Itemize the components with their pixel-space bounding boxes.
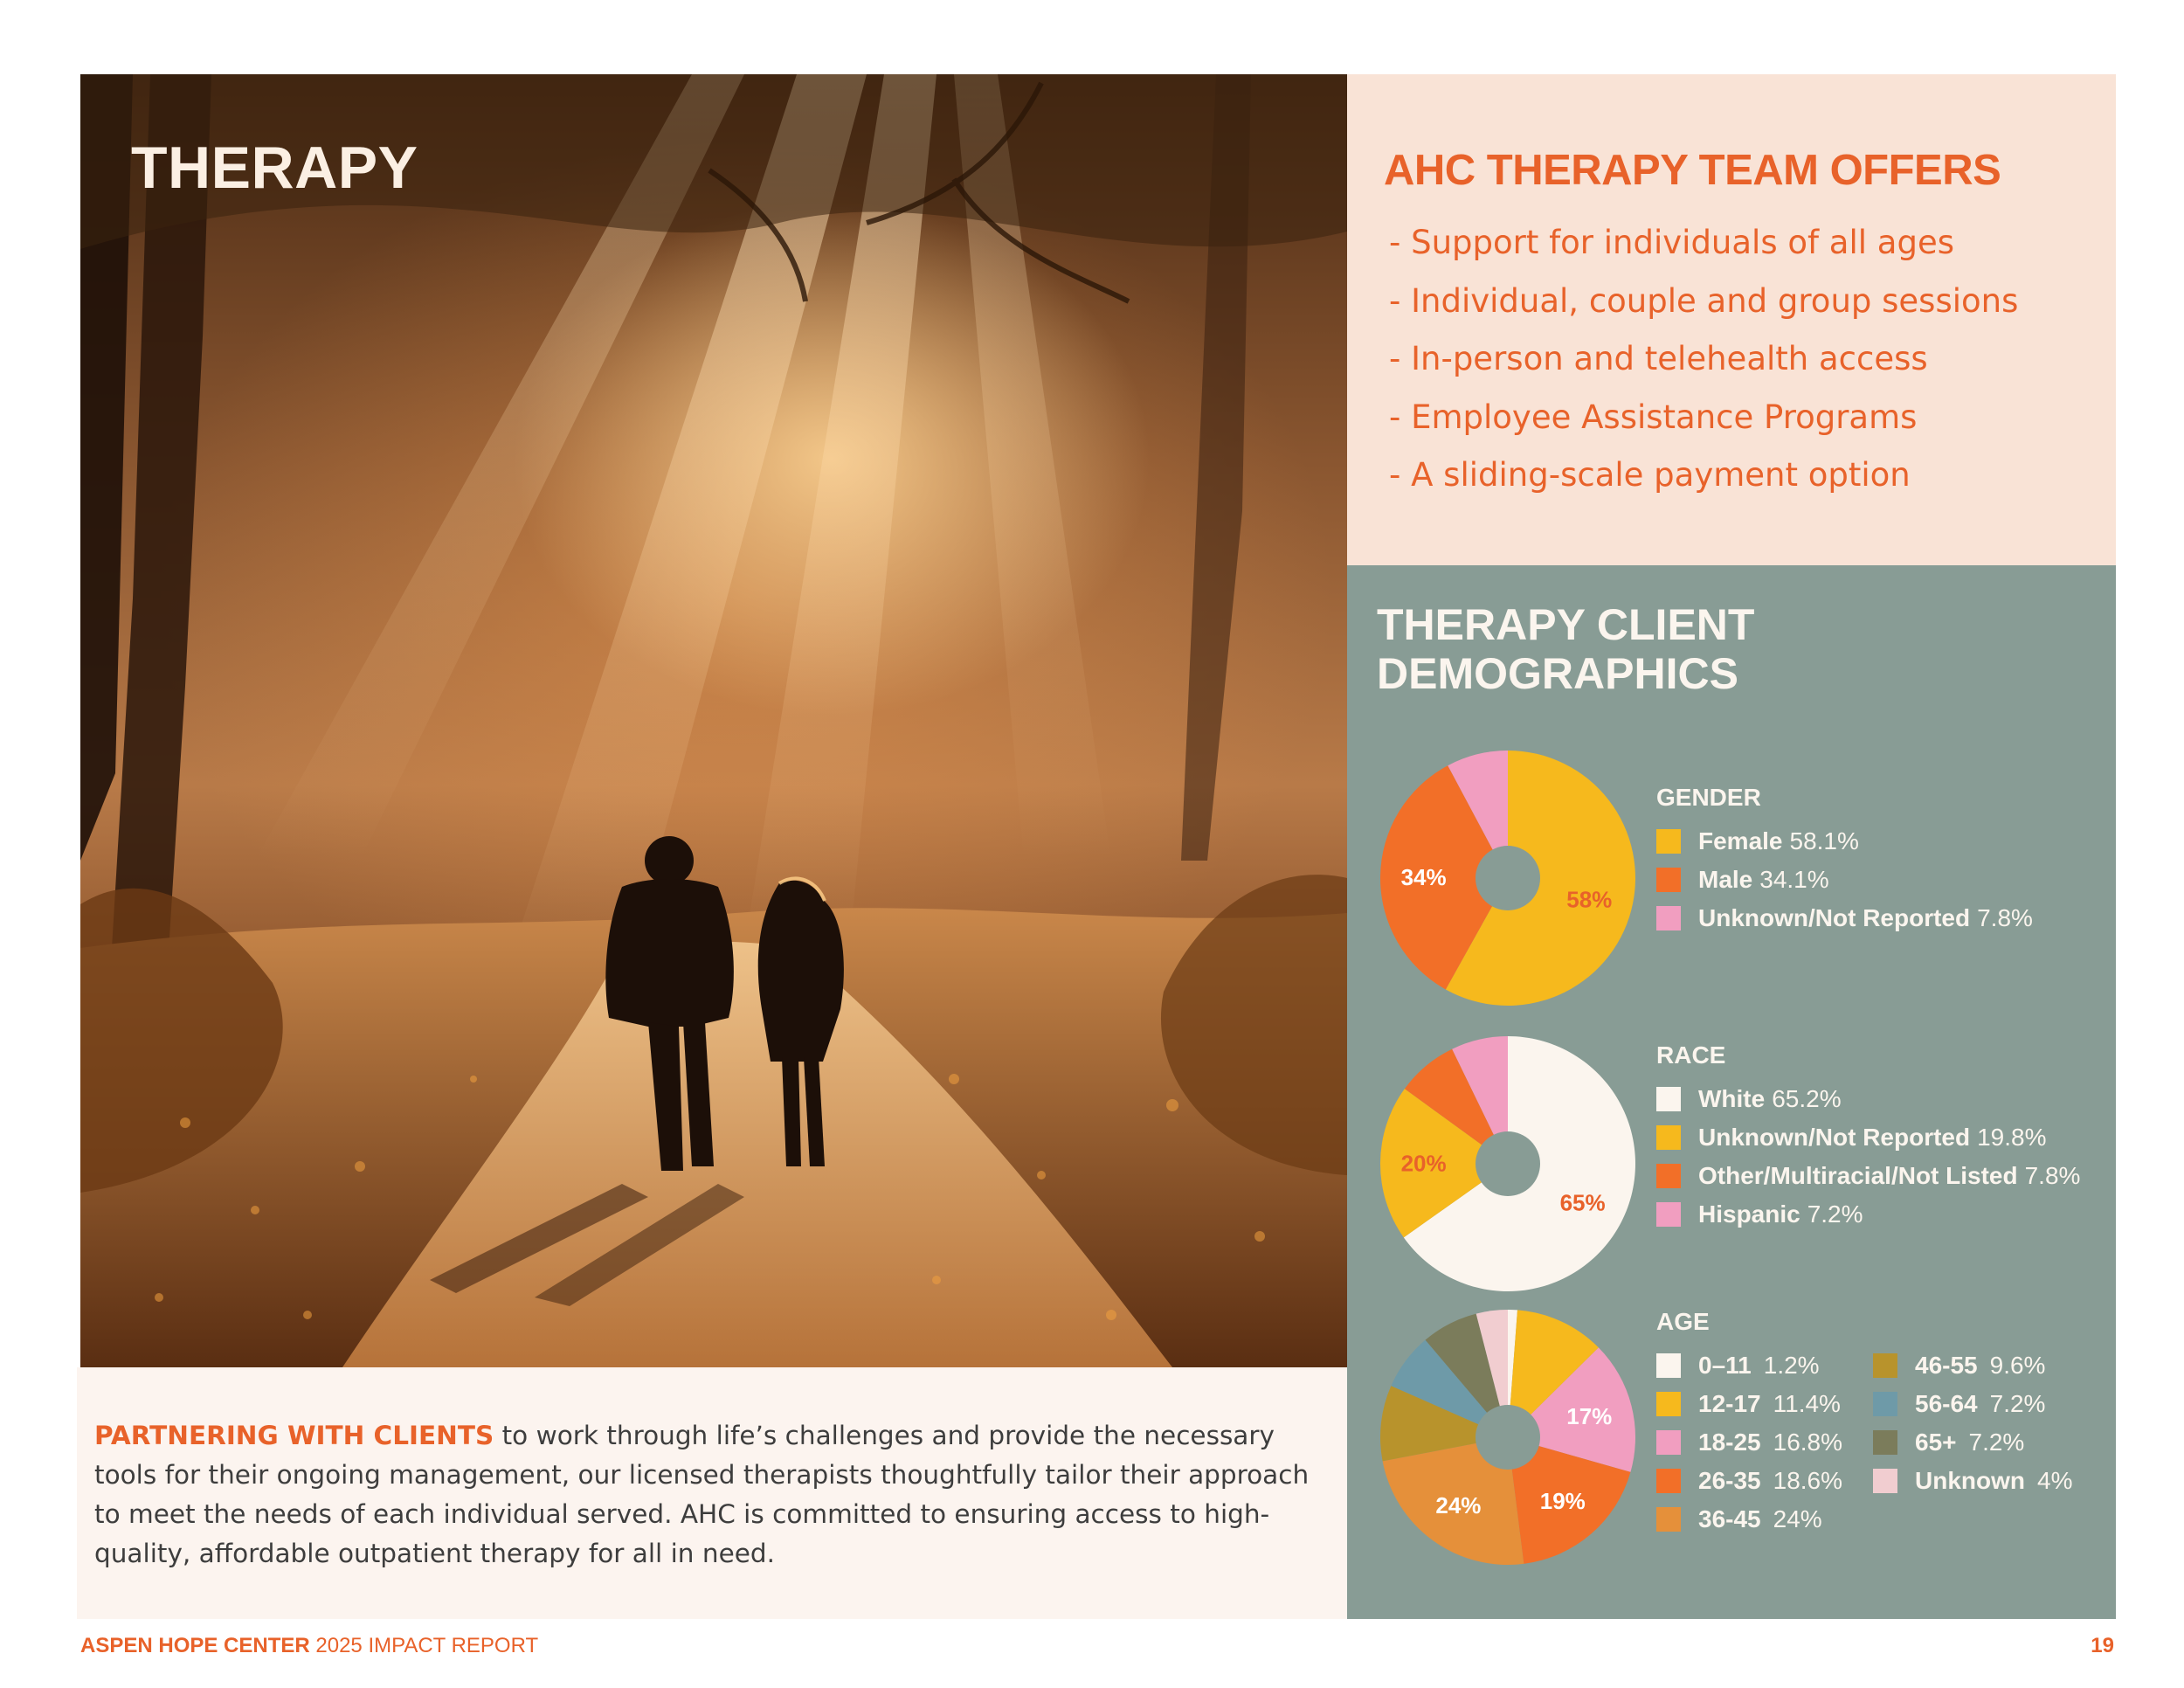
legend-label: Unknown/Not Reported xyxy=(1698,1124,1971,1151)
legend-swatch xyxy=(1656,868,1681,892)
legend-row xyxy=(1656,1385,1873,1423)
offers-item: - Support for individuals of all ages xyxy=(1389,224,1954,261)
footer-report: 2025 IMPACT REPORT xyxy=(309,1634,539,1657)
legend-label: 0–11 xyxy=(1698,1352,1752,1379)
legend-value: 9.6% xyxy=(1989,1352,2046,1379)
demographics-title xyxy=(1377,600,1754,698)
legend-value: 65.2% xyxy=(1772,1085,1842,1112)
demographics-title-line2: DEMOGRAPHICS xyxy=(1377,649,1738,698)
legend-swatch xyxy=(1873,1430,1897,1455)
pie-data-label: 65% xyxy=(1559,1189,1606,1216)
offers-panel xyxy=(1347,74,2116,565)
footer-org: ASPEN HOPE CENTER xyxy=(80,1634,310,1657)
legend-row xyxy=(1656,1157,2080,1195)
race-legend-title: RACE xyxy=(1656,1041,1726,1069)
legend-row xyxy=(1873,1462,2073,1500)
intro-body: to work through life’s challenges and provide the necessary tools for their ongoing management, our licensed therapists thoughtfully tailor their approach to meet the needs of each individual served. AHC is committed to ensuring access to high-quality, affordable outpatient therapy for all in need. xyxy=(94,1421,1310,1568)
pie-data-label: 58% xyxy=(1566,886,1613,913)
legend-row xyxy=(1656,1080,2080,1118)
legend-label: Hispanic xyxy=(1698,1200,1800,1228)
intro-panel xyxy=(77,1367,1347,1619)
legend-value: 4% xyxy=(2037,1467,2073,1494)
legend-value: 7.2% xyxy=(1968,1429,2025,1456)
age-legend xyxy=(1656,1308,2073,1539)
legend-label: 65+ xyxy=(1915,1429,1957,1456)
gender-legend xyxy=(1656,784,2033,937)
age-pie-chart xyxy=(1377,1306,1639,1568)
gender-legend-title: GENDER xyxy=(1656,784,1761,811)
legend-swatch xyxy=(1656,829,1681,854)
page-number: 19 xyxy=(2091,1634,2114,1657)
legend-row xyxy=(1656,822,2033,861)
legend-label: 18-25 xyxy=(1698,1429,1761,1456)
legend-row xyxy=(1873,1385,2065,1423)
offers-item: - In-person and telehealth access xyxy=(1389,340,1928,377)
pie-data-label: 34% xyxy=(1400,864,1447,891)
legend-label: Female xyxy=(1698,827,1783,854)
legend-row xyxy=(1873,1500,2065,1539)
legend-label: Unknown/Not Reported xyxy=(1698,904,1971,931)
legend-swatch xyxy=(1873,1392,1897,1416)
legend-label: Other/Multiracial/Not Listed xyxy=(1698,1162,2018,1189)
legend-row xyxy=(1656,1195,2080,1234)
legend-row xyxy=(1656,1118,2080,1157)
legend-swatch xyxy=(1656,1469,1681,1493)
legend-swatch xyxy=(1656,1087,1681,1111)
legend-label: 46-55 xyxy=(1915,1352,1978,1379)
intro-lead: PARTNERING WITH CLIENTS xyxy=(94,1421,494,1450)
pie-center-hole xyxy=(1476,1405,1540,1470)
demographics-title-line1: THERAPY CLIENT xyxy=(1377,600,1755,649)
legend-label: 36-45 xyxy=(1698,1505,1761,1532)
legend-row xyxy=(1656,1423,1873,1462)
legend-value: 1.2% xyxy=(1763,1352,1820,1379)
pie-data-label: 19% xyxy=(1539,1488,1586,1515)
gender-pie-chart xyxy=(1377,747,1639,1009)
legend-label: 26-35 xyxy=(1698,1467,1761,1494)
pie-center-hole xyxy=(1476,846,1540,910)
legend-swatch xyxy=(1656,1392,1681,1416)
footer-report-title xyxy=(80,1634,538,1658)
legend-swatch xyxy=(1873,1353,1897,1378)
pie-data-label: 17% xyxy=(1566,1403,1613,1429)
race-pie-chart xyxy=(1377,1033,1639,1295)
legend-swatch xyxy=(1656,1430,1681,1455)
hero-photo xyxy=(80,74,1347,1367)
forest-path-illustration xyxy=(80,74,1347,1367)
legend-value: 7.8% xyxy=(1977,904,2033,931)
legend-swatch xyxy=(1873,1469,1897,1493)
legend-row xyxy=(1656,899,2033,937)
offers-item: - Employee Assistance Programs xyxy=(1389,398,1918,436)
age-legend-title: AGE xyxy=(1656,1308,1710,1335)
legend-value: 16.8% xyxy=(1773,1429,1843,1456)
age-legend-rows xyxy=(1656,1346,2073,1539)
legend-swatch xyxy=(1656,1125,1681,1150)
race-legend xyxy=(1656,1041,2080,1234)
legend-swatch xyxy=(1656,906,1681,930)
legend-label: Male xyxy=(1698,866,1753,893)
legend-label: 12-17 xyxy=(1698,1390,1761,1417)
offers-title: AHC THERAPY TEAM OFFERS xyxy=(1384,147,2001,194)
legend-value: 7.2% xyxy=(1989,1390,2046,1417)
gender-legend-rows xyxy=(1656,822,2033,937)
legend-value: 18.6% xyxy=(1773,1467,1843,1494)
legend-value: 11.4% xyxy=(1773,1390,1841,1417)
pie-data-label: 24% xyxy=(1435,1492,1482,1519)
legend-label: 56-64 xyxy=(1915,1390,1978,1417)
race-legend-rows xyxy=(1656,1080,2080,1234)
legend-row xyxy=(1656,1462,1873,1500)
intro-paragraph xyxy=(94,1416,1330,1574)
legend-value: 7.2% xyxy=(1807,1200,1863,1228)
legend-value: 58.1% xyxy=(1789,827,1859,854)
demographics-panel xyxy=(1347,565,2116,1619)
legend-swatch xyxy=(1656,1507,1681,1532)
pie-data-label: 20% xyxy=(1400,1150,1447,1177)
legend-value: 7.8% xyxy=(2024,1162,2081,1189)
legend-value: 24% xyxy=(1773,1505,1822,1532)
offers-list xyxy=(1384,214,2116,505)
legend-row xyxy=(1873,1423,2065,1462)
legend-row xyxy=(1656,1346,1873,1385)
offers-item: - A sliding-scale payment option xyxy=(1389,456,1911,494)
legend-row xyxy=(1656,1500,1873,1539)
legend-row xyxy=(1873,1346,2065,1385)
pie-center-hole xyxy=(1476,1131,1540,1196)
offers-item: - Individual, couple and group sessions xyxy=(1389,281,2019,320)
legend-value: 19.8% xyxy=(1977,1124,2047,1151)
legend-swatch xyxy=(1656,1164,1681,1188)
legend-swatch xyxy=(1656,1353,1681,1378)
legend-label: Unknown xyxy=(1915,1467,2025,1494)
legend-label: White xyxy=(1698,1085,1766,1112)
legend-swatch xyxy=(1656,1202,1681,1227)
page-title: THERAPY xyxy=(131,135,418,201)
legend-row xyxy=(1656,861,2033,899)
legend-value: 34.1% xyxy=(1759,866,1829,893)
